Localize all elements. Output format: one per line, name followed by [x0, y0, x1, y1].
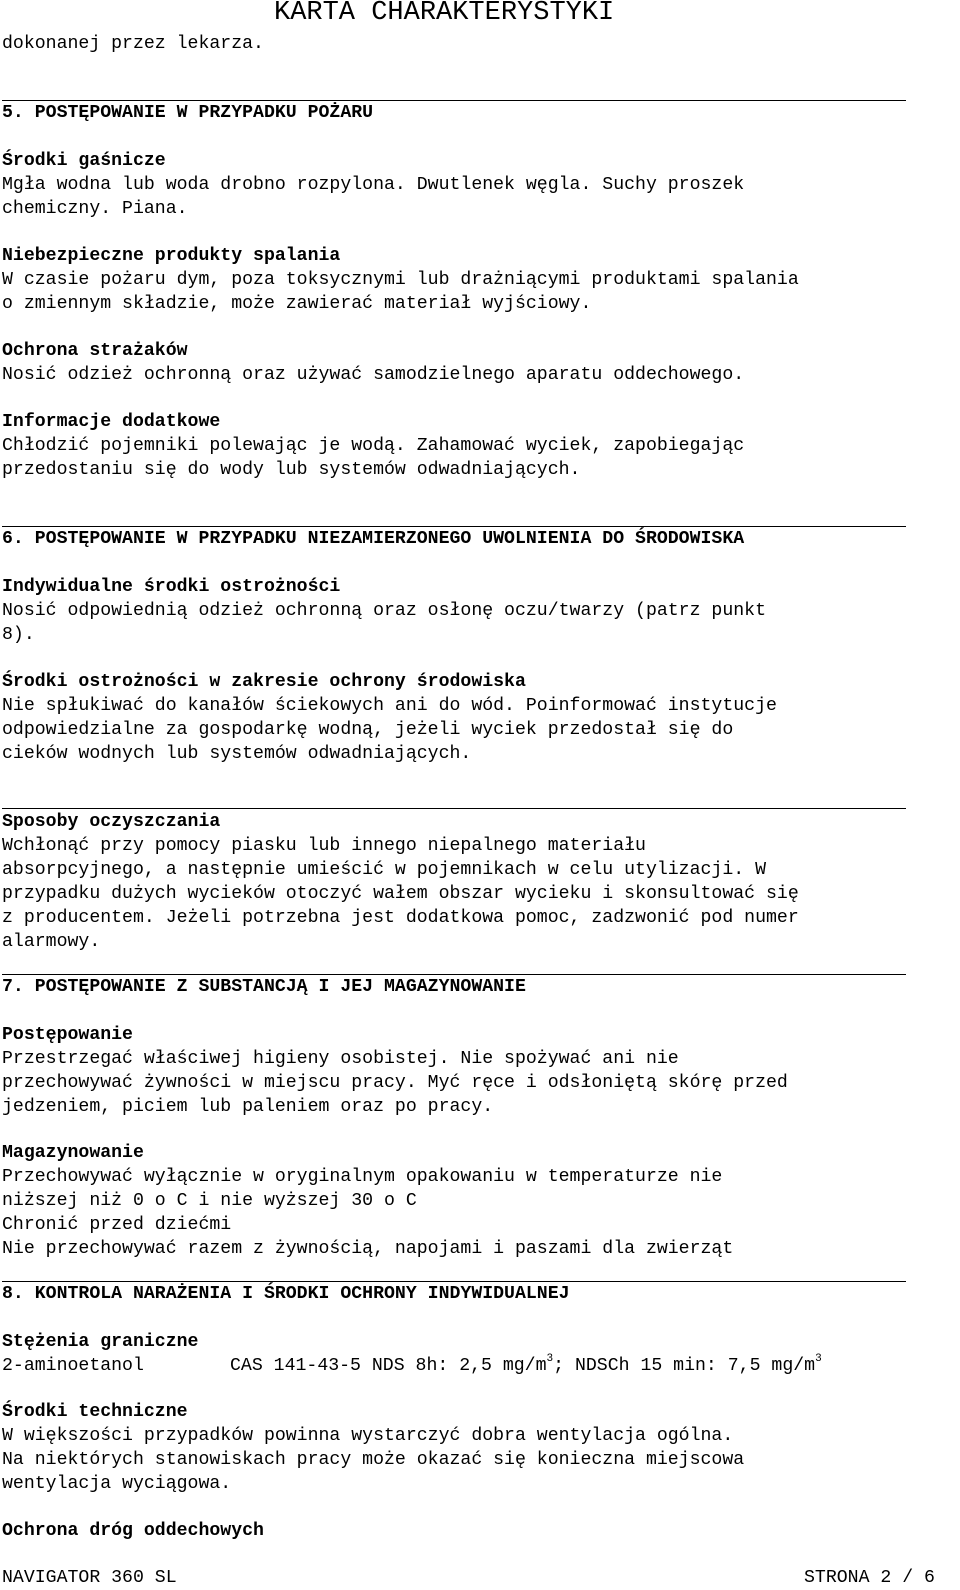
exposure-limits-row	[2, 1354, 822, 1378]
section-6-heading: 6. POSTĘPOWANIE W PRZYPADKU NIEZAMIERZONEGO UWOLNIENIA DO ŚRODOWISKA	[2, 529, 745, 549]
personal-precautions-heading: Indywidualne środki ostrożności	[2, 577, 341, 597]
environmental-precautions-heading: Środki ostrożności w zakresie ochrony środowiska	[2, 672, 526, 692]
additional-info-text: Chłodzić pojemniki polewając je wodą. Zahamować wyciek, zapobiegając	[2, 436, 745, 456]
personal-precautions-text: 8).	[2, 625, 35, 645]
additional-info-text: przedostaniu się do wody lub systemów odwadniających.	[2, 460, 581, 480]
section-divider	[2, 808, 906, 809]
substance-name: 2-aminoetanol	[2, 1356, 144, 1376]
exposure-limits-heading: Stężenia graniczne	[2, 1332, 199, 1352]
exposure-limit-nds: CAS 141-43-5 NDS 8h: 2,5 mg/m	[230, 1356, 547, 1376]
cleanup-methods-text: z producentem. Jeżeli potrzebna jest dodatkowa pomoc, zadzwonić pod numer	[2, 908, 799, 928]
cleanup-methods-text: przypadku dużych wycieków otoczyć wałem obszar wycieku i skonsultować się	[2, 884, 799, 904]
environmental-precautions-text: Nie spłukiwać do kanałów ściekowych ani do wód. Poinformować instytucje	[2, 696, 777, 716]
firefighter-protection-text: Nosić odzież ochronną oraz używać samodzielnego aparatu oddechowego.	[2, 365, 745, 385]
additional-info-heading: Informacje dodatkowe	[2, 412, 221, 432]
personal-precautions-text: Nosić odpowiednią odzież ochronną oraz osłonę oczu/twarzy (patrz punkt	[2, 601, 766, 621]
storage-text: Przechowywać wyłącznie w oryginalnym opakowaniu w temperaturze nie	[2, 1167, 723, 1187]
document-title: KARTA CHARAKTERYSTYKI	[274, 0, 615, 28]
handling-text: Przestrzegać właściwej higieny osobistej. Nie spożywać ani nie	[2, 1049, 679, 1069]
environmental-precautions-text: cieków wodnych lub systemów odwadniających.	[2, 744, 472, 764]
engineering-controls-text: wentylacja wyciągowa.	[2, 1474, 232, 1494]
section-8-heading: 8. KONTROLA NARAŻENIA I ŚRODKI OCHRONY INDYWIDUALNEJ	[2, 1284, 570, 1304]
footer-product-name: NAVIGATOR 360 SL	[2, 1568, 177, 1588]
storage-text: Nie przechowywać razem z żywnością, napojami i paszami dla zwierząt	[2, 1239, 734, 1259]
engineering-controls-text: W większości przypadków powinna wystarczyć dobra wentylacja ogólna.	[2, 1426, 734, 1446]
storage-text: niższej niż 0 o C i nie wyższej 30 o C	[2, 1191, 417, 1211]
cleanup-methods-text: alarmowy.	[2, 932, 101, 952]
storage-heading: Magazynowanie	[2, 1143, 144, 1163]
environmental-precautions-text: odpowiedzialne za gospodarkę wodną, jeżeli wyciek przedostał się do	[2, 720, 734, 740]
exposure-limit-ndsch: ; NDSCh 15 min: 7,5 mg/m	[553, 1356, 816, 1376]
storage-text: Chronić przed dziećmi	[2, 1215, 232, 1235]
handling-text: przechowywać żywności w miejscu pracy. Myć ręce i odsłoniętą skórę przed	[2, 1073, 788, 1093]
engineering-controls-heading: Środki techniczne	[2, 1402, 188, 1422]
extinguishing-media-text: Mgła wodna lub woda drobno rozpylona. Dwutlenek węgla. Suchy proszek	[2, 175, 745, 195]
section-5-heading: 5. POSTĘPOWANIE W PRZYPADKU POŻARU	[2, 103, 374, 123]
extinguishing-media-heading: Środki gaśnicze	[2, 151, 166, 171]
firefighter-protection-heading: Ochrona strażaków	[2, 341, 188, 361]
combustion-products-text: o zmiennym składzie, może zawierać materiał wyjściowy.	[2, 294, 592, 314]
handling-heading: Postępowanie	[2, 1025, 133, 1045]
footer-page-number: STRONA 2 / 6	[804, 1568, 935, 1588]
cleanup-methods-text: absorpcyjnego, a następnie umieścić w pojemnikach w celu utylizacji. W	[2, 860, 766, 880]
extinguishing-media-text: chemiczny. Piana.	[2, 199, 188, 219]
carryover-text: dokonanej przez lekarza.	[2, 34, 264, 54]
superscript: 3	[815, 1352, 822, 1365]
combustion-products-text: W czasie pożaru dym, poza toksycznymi lub drażniącymi produktami spalania	[2, 270, 799, 290]
handling-text: jedzeniem, piciem lub paleniem oraz po pracy.	[2, 1097, 494, 1117]
section-7-heading: 7. POSTĘPOWANIE Z SUBSTANCJĄ I JEJ MAGAZYNOWANIE	[2, 977, 526, 997]
cleanup-methods-heading: Sposoby oczyszczania	[2, 812, 221, 832]
combustion-products-heading: Niebezpieczne produkty spalania	[2, 246, 341, 266]
respiratory-protection-heading: Ochrona dróg oddechowych	[2, 1521, 264, 1541]
engineering-controls-text: Na niektórych stanowiskach pracy może okazać się konieczna miejscowa	[2, 1450, 745, 1470]
superscript: 3	[546, 1352, 554, 1365]
cleanup-methods-text: Wchłonąć przy pomocy piasku lub innego niepalnego materiału	[2, 836, 646, 856]
